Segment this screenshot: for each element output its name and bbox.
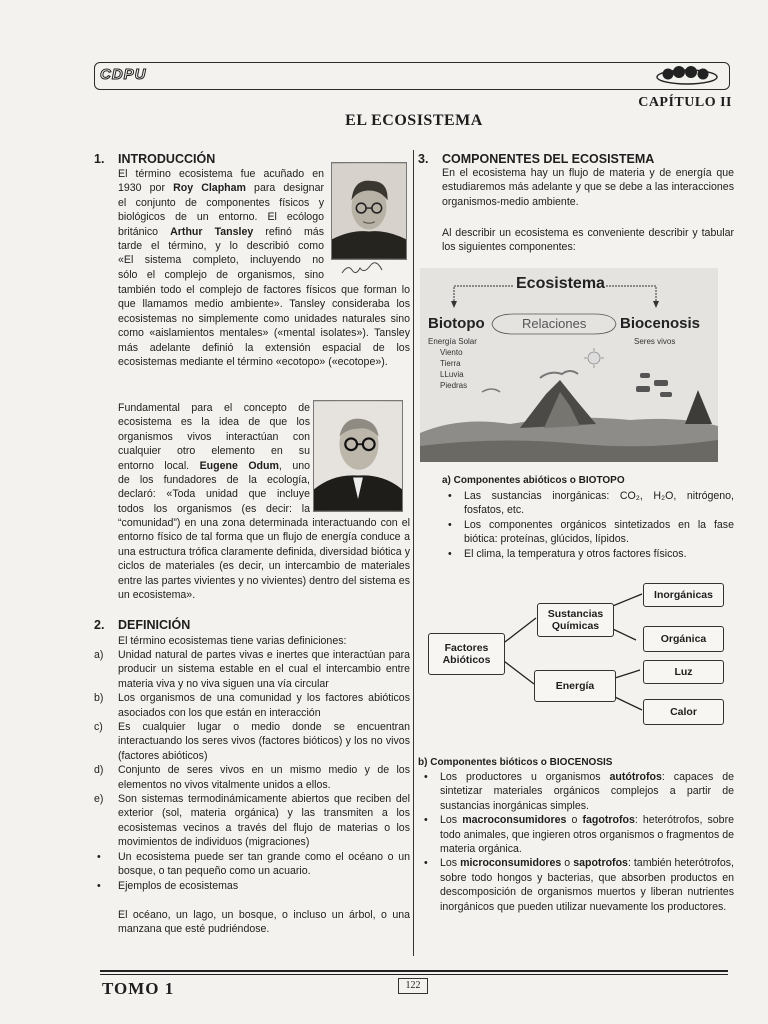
components-paragraph-1: En el ecosistema hay un flujo de materia y de energía que estudiaremos más adelante y que se debe a las interacciones organismos-medio ambiente. xyxy=(442,167,734,208)
column-divider xyxy=(413,150,414,956)
intro-line: entorno local. Eugene Odum, uno xyxy=(118,459,310,472)
definition-text: Los organismos de una comunidad y los factores abióticos asociados con los que están en interacción xyxy=(118,692,410,719)
definition-text: Ejemplos de ecosistemas xyxy=(118,879,239,892)
intro-line: Fundamental para el concepto de xyxy=(118,402,310,414)
definition-item xyxy=(94,691,410,720)
odum-portrait xyxy=(313,400,403,512)
intro-paragraph-1 xyxy=(118,167,324,282)
abiotic-factor: LLuvia xyxy=(440,370,464,379)
definition-item xyxy=(94,850,410,879)
definition-marker: a) xyxy=(94,649,104,661)
definition-marker: • xyxy=(97,879,101,892)
section-2-heading: 2. DEFINICIÓN xyxy=(94,618,191,632)
volume-label: TOMO 1 xyxy=(102,979,175,998)
biotic-item: • Los microconsumidores o sapotrofos: también heterótrofos, sobre todo hongos y bacterias, que absorben productos en descomposición de organismos muertos y liberan nutrientes inorgánicos que pueden utilizar nuevamente los productores. xyxy=(424,857,735,913)
intro-line: El término ecosistema fue acuñado en xyxy=(118,168,324,180)
header-bar xyxy=(94,62,730,90)
tree-node-sustancias-quimicas: Sustancias Químicas xyxy=(537,603,614,637)
relaciones-label: Relaciones xyxy=(522,316,587,331)
intro-line: biológicos de un entorno. El ecólogo xyxy=(118,211,324,224)
biocenosis-label: Biocenosis xyxy=(620,315,701,332)
intro-line: «El sistema completo, incluyendo no xyxy=(118,254,324,267)
tree-node-inorganicas: Inorgánicas xyxy=(643,583,724,607)
abiotic-components-heading: a) Componentes abióticos o BIOTOPO xyxy=(442,475,625,486)
chapter-label: CAPÍTULO II xyxy=(638,95,732,110)
intro-line: de los fundadores de la ecología, xyxy=(118,474,310,487)
seres-vivos-label: Seres vivos xyxy=(634,337,676,346)
tree-node-organica: Orgánica xyxy=(643,626,724,652)
definition-marker: d) xyxy=(94,764,104,777)
intro-line: cualquier otro elemento en su xyxy=(118,445,310,458)
biotic-item: • Los productores u organismos autótrofos: capaces de sintetizar materiales orgánicos complejos a partir de sustancias inorgánicas simples. xyxy=(424,771,734,812)
abiotic-factor: Energía Solar xyxy=(428,337,477,346)
intro-line: organismos vivos interactúan con xyxy=(118,430,310,443)
intro-line: todos los organismos (es decir: la xyxy=(118,502,310,515)
definition-marker: b) xyxy=(94,692,104,705)
ecosistema-label: Ecosistema xyxy=(516,275,605,292)
intro-line: declaró: «Toda unidad que incluye xyxy=(118,488,310,501)
abiotic-item: • El clima, la temperatura y otros factores físicos. xyxy=(448,547,687,560)
definition-item xyxy=(94,648,410,691)
biotic-components-heading: b) Componentes bióticos o BIOCENOSIS xyxy=(418,757,613,768)
definition-list xyxy=(94,648,410,893)
abiotic-item: • Los componentes orgánicos sintetizados en la fase biótica: proteínas, glúcidos, lípidos. xyxy=(448,518,734,546)
definition-item xyxy=(94,763,410,792)
definition-text: Un ecosistema puede ser tan grande como el océano o un bosque, o tan pequeño como un acuario. xyxy=(118,850,410,878)
biotopo-label: Biotopo xyxy=(428,315,485,332)
brand-emblem-icon xyxy=(654,64,720,86)
abiotic-factor: Viento xyxy=(440,348,463,357)
ecosystem-illustration xyxy=(420,268,718,462)
section-1-heading: 1. INTRODUCCIÓN xyxy=(94,152,216,166)
clapham-portrait xyxy=(331,162,407,260)
footer-rule-thin xyxy=(100,974,728,975)
intro-line: sólo el complejo de organismos, sino xyxy=(118,268,324,281)
definition-marker: • xyxy=(97,850,101,863)
components-paragraph-2: Al describir un ecosistema es conveniente describir y tabular los siguientes componentes: xyxy=(442,227,734,254)
definition-text: Es cualquier lugar o medio donde se encuentran interactuando los seres vivos (factores bióticos) y los no vivos (factores abióticos) xyxy=(118,721,410,762)
definition-text: Unidad natural de partes vivas e inertes que interactúan para producir un sistema estable en el cual el intercambio entre materia viva y no viva siguen una vía circular xyxy=(118,649,410,690)
tree-node-factores-abioticos: Factores Abióticos xyxy=(428,633,505,675)
intro-line: tarde el término, y lo describió como xyxy=(118,240,324,253)
tree-node-calor: Calor xyxy=(643,699,724,725)
page-number: 122 xyxy=(398,978,428,994)
definition-text: Son sistemas termodinámicamente abiertos que reciben del exterior (sol, materia orgánica) y las transmiten a los ecosistemas vecinos a través del flujo de materias o los movimientos de individuos (migraciones) xyxy=(118,793,410,849)
tree-node-energia: Energía xyxy=(534,670,616,702)
biotic-components-list xyxy=(418,770,734,914)
intro-line: el conjunto de componentes físicos y xyxy=(118,196,324,209)
abiotic-factor: Tierra xyxy=(440,359,461,368)
abiotic-factor: Piedras xyxy=(440,381,468,390)
intro-line: ecosistema es la idea de que los xyxy=(118,416,310,429)
definition-item xyxy=(94,792,410,850)
biotic-item: • Los macroconsumidores o fagotrofos: heterótrofos, sobre todo animales, que ingieren otros organismos o fragmentos de materia orgánica. xyxy=(424,814,734,856)
intro-line: 1930 por Roy Clapham para designar xyxy=(118,182,324,195)
intro-paragraph-2-cont: “comunidad”) en una zona determinada interactuando con el entorno físico de tal forma que un flujo de energía conduce a una estructura trófica claramente definida, diversidad biótica y ciclos de materiales (es decir, un intercambio de materiales entre las partes vivientes y no vivientes) dentro del sistema es un ecosistema». xyxy=(118,517,410,602)
abiotic-factor-list xyxy=(428,336,498,391)
abiotic-components-list xyxy=(442,489,734,561)
brand-logo: CDPU xyxy=(100,66,147,83)
intro-paragraph-2 xyxy=(118,401,310,516)
page-title: EL ECOSISTEMA xyxy=(345,112,483,129)
definition-text: Conjunto de seres vivos en un mismo medio y de los elementos no vivos vitalmente unidos a ellos. xyxy=(118,764,410,791)
definition-intro: El término ecosistemas tiene varias definiciones: xyxy=(118,635,347,647)
intro-line: británico Arthur Tansley refinó más xyxy=(118,225,324,238)
abiotic-item: • Las sustancias inorgánicas: CO₂, H₂O, nitrógeno, fosfatos, etc. xyxy=(448,490,734,517)
definition-item xyxy=(94,720,410,763)
definition-marker: e) xyxy=(94,793,104,806)
section-3-heading: 3. COMPONENTES DEL ECOSISTEMA xyxy=(418,152,655,166)
tree-node-luz: Luz xyxy=(643,660,724,684)
definition-marker: c) xyxy=(94,721,103,734)
ecosystem-examples: El océano, un lago, un bosque, o incluso un árbol, o una manzana que esté pudriéndose. xyxy=(118,909,410,936)
intro-paragraph-1-cont: también todo el complejo de factores físicos que forman lo que llamamos medio ambiente». Tansley consideraba los ecosistemas no simplemente como unidades naturales sino como «aislamientos mentales» («mental isolates»). Tansley más adelante definió la extensión espacial de los ecosistemas mediante el término «ecotopo» («ecotope»). xyxy=(118,284,410,369)
signature xyxy=(340,262,384,276)
footer-rule xyxy=(100,970,728,972)
definition-item xyxy=(94,879,410,893)
